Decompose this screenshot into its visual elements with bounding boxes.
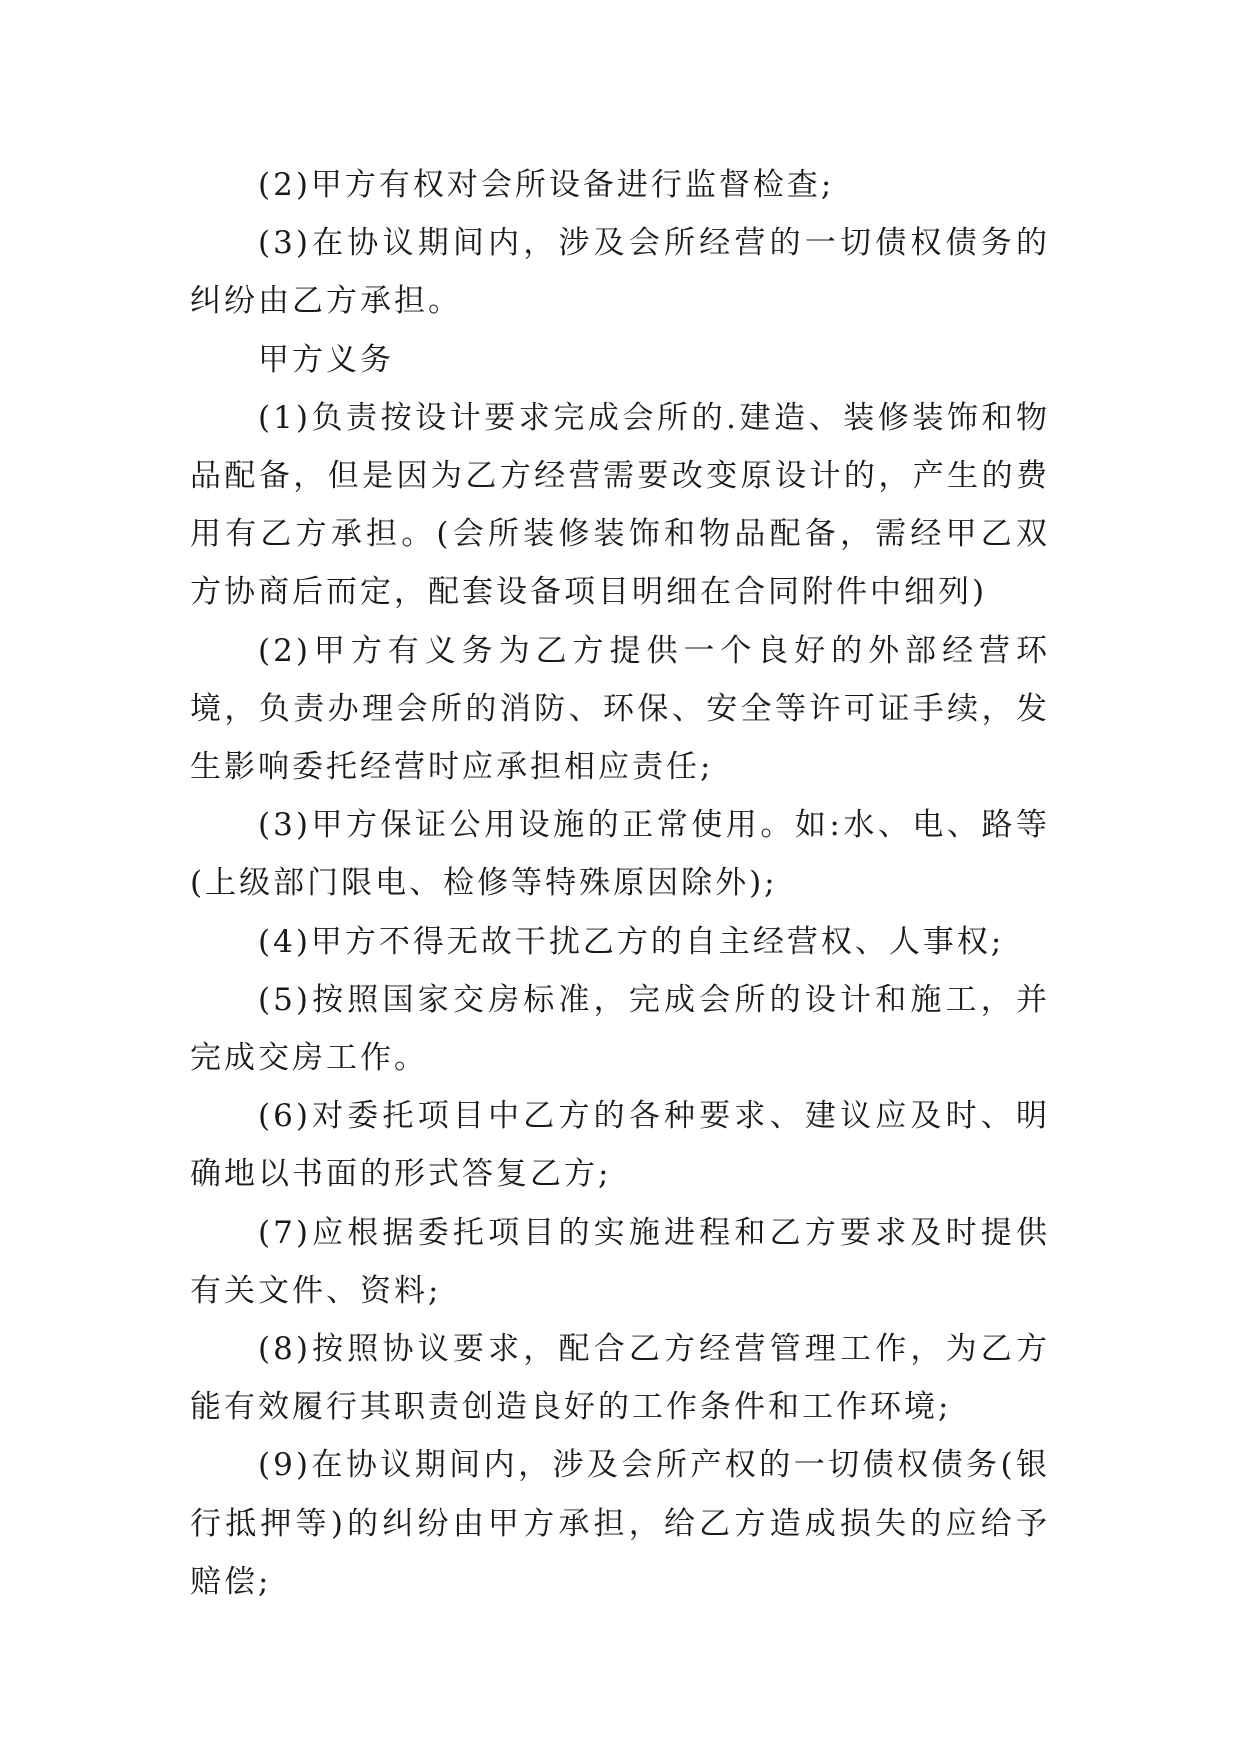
paragraph-right-inspect: (2)甲方有权对会所设备进行监督检查; xyxy=(258,167,835,203)
paragraph-debt-dispute-party-b: (3)在协议期间内，涉及会所经营的一切债权债务的纠纷由乙方承担。 xyxy=(190,225,1050,320)
section-heading-party-a-obligations: 甲方义务 xyxy=(258,341,394,378)
paragraph-obligation-2: (2)甲方有义务为乙方提供一个良好的外部经营环境，负责办理会所的消防、环保、安全等许可证手续，发生影响委托经营时应承担相应责任; xyxy=(190,632,1050,786)
paragraph-obligation-3: (3)甲方保证公用设施的正常使用。如:水、电、路等(上级部门限电、检修等特殊原因除外); xyxy=(190,807,1050,902)
paragraph-obligation-1: (1)负责按设计要求完成会所的.建造、装修装饰和物品配备，但是因为乙方经营需要改变原设计的，产生的费用有乙方承担。(会所装修装饰和物品配备，需经甲乙双方协商后而定，配套设备项目明细在合同附件中细列) xyxy=(190,399,1050,611)
paragraph-obligation-8: (8)按照协议要求，配合乙方经营管理工作，为乙方能有效履行其职责创造良好的工作条件和工作环境; xyxy=(190,1331,1050,1426)
paragraph-obligation-9: (9)在协议期间内，涉及会所产权的一切债权债务(银行抵押等)的纠纷由甲方承担，给乙方造成损失的应给予赔偿; xyxy=(190,1447,1050,1600)
paragraph-obligation-4: (4)甲方不得无故干扰乙方的自主经营权、人事权; xyxy=(258,923,1005,960)
document-body xyxy=(190,156,1050,1611)
paragraph-obligation-7: (7)应根据委托项目的实施进程和乙方要求及时提供有关文件、资料; xyxy=(190,1214,1050,1309)
paragraph-obligation-6: (6)对委托项目中乙方的各种要求、建议应及时、明确地以书面的形式答复乙方; xyxy=(190,1098,1050,1193)
paragraph-obligation-5: (5)按照国家交房标准，完成会所的设计和施工，并完成交房工作。 xyxy=(190,981,1050,1077)
